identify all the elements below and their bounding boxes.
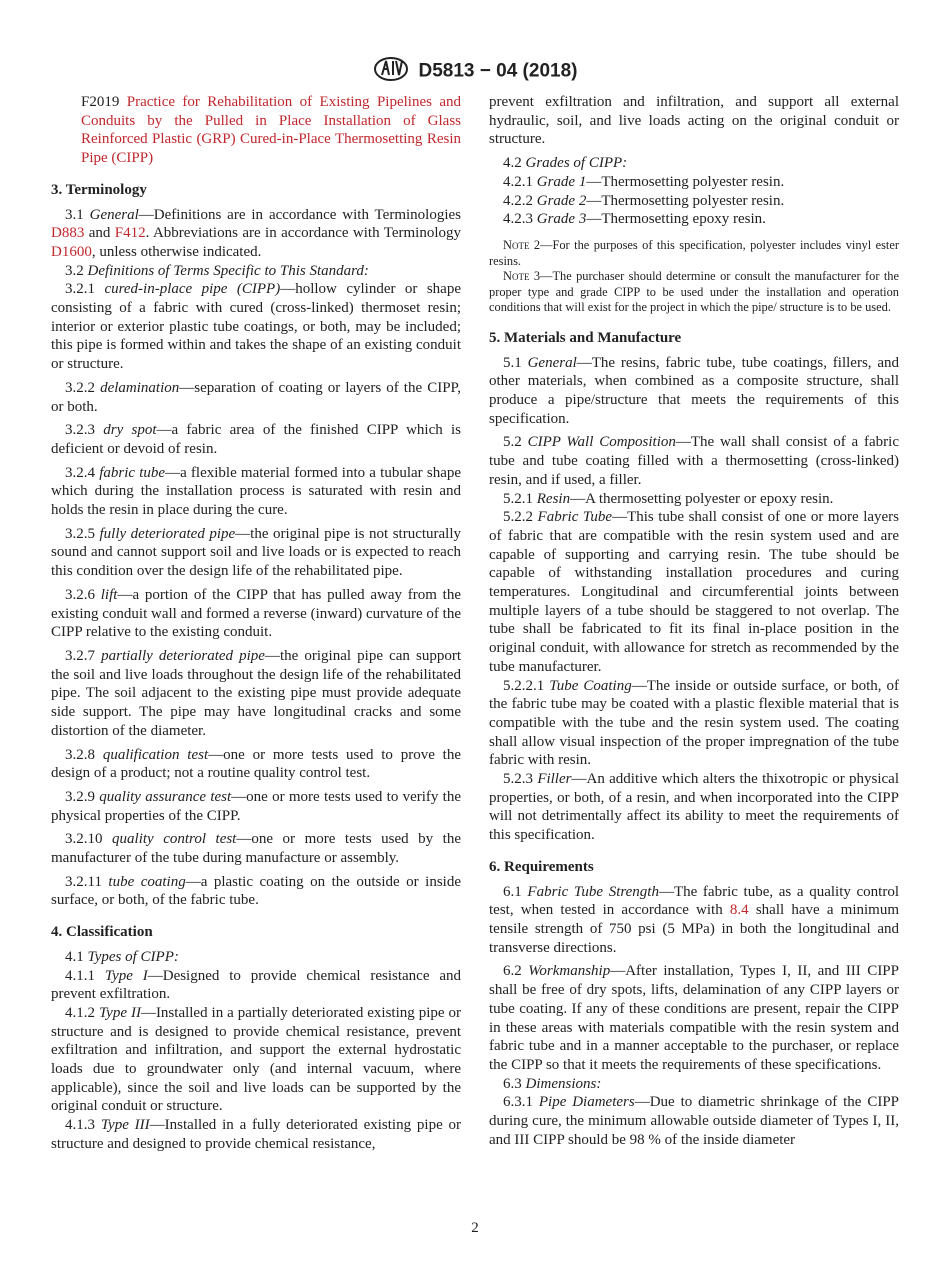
text-run: —Thermosetting polyester resin. xyxy=(586,173,785,190)
italic-term: cured-in-place pipe (CIPP) xyxy=(104,281,281,298)
text-run: —Thermosetting polyester resin. xyxy=(586,192,785,209)
text-run: —hollow cylinder or shape consisting of a fabric with cured (cross-linked) thermoset resin; interior or exterior plastic tube coatings, or both, may be included; this pipe is formed within and takes the shape of an existing conduit or structure. xyxy=(51,281,462,373)
paragraph xyxy=(489,883,899,958)
paragraph xyxy=(489,508,899,676)
paragraph xyxy=(51,421,461,458)
paragraph xyxy=(489,1075,899,1094)
paragraph xyxy=(489,173,899,192)
text-run: , unless otherwise indicated. xyxy=(91,243,262,260)
paragraph xyxy=(51,647,461,741)
italic-term: fully deteriorated pipe xyxy=(99,525,236,542)
astm-logo-icon xyxy=(373,55,409,88)
text-run: 3.2.4 xyxy=(65,464,100,481)
italic-term: tube coating xyxy=(108,873,186,890)
italic-term: Pipe Diameters xyxy=(538,1094,635,1111)
paragraph xyxy=(489,154,899,173)
text-run: —Thermosetting epoxy resin. xyxy=(586,211,766,228)
text-run: —a fabric area of the finished CIPP which is deficient or devoid of resin. xyxy=(51,422,461,457)
page-number: 2 xyxy=(471,1220,479,1236)
text-run: 3.2.9 xyxy=(65,788,100,805)
paragraph xyxy=(51,262,461,281)
text-run: —a flexible material formed into a tubular shape which during the installation process is saturated with resin and holds the resin in place during the cure. xyxy=(51,464,462,519)
text-run: 4.1.3 xyxy=(65,1117,101,1134)
italic-term: Type I xyxy=(104,967,148,984)
text-run: 6.1 xyxy=(503,883,528,900)
page-header xyxy=(0,55,950,88)
text-run: 3.1 xyxy=(65,206,90,223)
italic-term: Grade 1 xyxy=(536,173,587,190)
text-run: 3.2.1 xyxy=(65,281,105,298)
text-run: 3.2 xyxy=(65,262,88,279)
paragraph xyxy=(51,586,461,642)
paragraph xyxy=(51,1004,461,1116)
text-run: —An additive which alters the thixotropic or physical properties, or both, of a resin, and when incorporated into the CIPP will not detrimentally affect its ability to meet the requirements of this specification. xyxy=(489,771,900,844)
paragraph xyxy=(51,206,461,262)
text-run: . Abbreviations are in accordance with Terminology xyxy=(145,225,461,242)
text-run: —Designed to provide chemical resistance and prevent exfiltration. xyxy=(51,967,461,1003)
text-run: —The fabric tube, as a quality control test, when tested in accordance with xyxy=(489,883,900,919)
text-run: —one or more tests used by the manufacturer of the tube during manufacture or assembly. xyxy=(51,831,461,867)
text-run: —Definitions are in accordance with Terminologies xyxy=(138,206,461,223)
italic-term: CIPP Wall Composition xyxy=(527,434,676,451)
paragraph xyxy=(51,746,461,783)
text-run: prevent exfiltration and infiltration, and support all external hydraulic, soil, and live loads acting on the original conduit or structure. xyxy=(489,94,899,148)
text-run: 3.2.3 xyxy=(65,422,104,439)
text-run: 5.2.2 xyxy=(503,509,538,526)
section-heading: 6. Requirements xyxy=(489,858,594,875)
text-run: —a portion of the CIPP that has pulled away from the existing conduit wall and formed a reverse (inward) curvature of the CIPP relative to the existing conduit. xyxy=(51,586,461,641)
paragraph xyxy=(51,830,461,867)
italic-term: Resin xyxy=(536,490,571,507)
text-run: and xyxy=(84,225,115,242)
italic-term: Type II xyxy=(98,1004,141,1021)
paragraph xyxy=(51,967,461,1004)
text-run: 3.2.5 xyxy=(65,525,100,542)
paragraph xyxy=(489,1093,899,1149)
text-run: 3.2.6 xyxy=(65,586,101,603)
text-run: 4.2.2 xyxy=(503,192,537,209)
italic-term: Fabric Tube xyxy=(537,509,613,526)
text-run: 3.2.10 xyxy=(65,831,113,848)
paragraph xyxy=(51,280,461,374)
italic-term: Type III xyxy=(100,1117,150,1134)
text-run: F2019 xyxy=(81,94,127,110)
text-run: 4.1.1 xyxy=(65,967,105,984)
paragraph xyxy=(489,770,899,845)
paragraph xyxy=(51,873,461,910)
text-run: shall have a minimum tensile strength of 750 psi (5 MPa) in both the longitudinal and transverse directions. xyxy=(489,902,900,956)
left-column xyxy=(51,93,461,1154)
paragraph xyxy=(51,525,461,581)
text-run: 3.2.2 xyxy=(65,379,101,396)
text-run: —This tube shall consist of one or more layers of fabric that are compatible with the resin system used and are capable of supporting and carrying resin. The tube should be capable of withstanding installation procedures and curing temperatures. Longitudinal and circumferential joints between multiple layers of a tube should be staggered to not overlap. The tube shall be fabricated to fit its final in-place position in the original conduit, with allowance for stretch as recommended by the tube manufacturer. xyxy=(489,509,900,675)
text-run: 5.2.3 xyxy=(503,771,538,788)
note-label: Note xyxy=(503,237,530,252)
paragraph xyxy=(51,948,461,967)
text-run: 2—For the purposes of this specification, polyester includes vinyl ester resins. xyxy=(489,237,899,268)
italic-term: quality assurance test xyxy=(99,788,232,805)
reference-link[interactable]: D883 xyxy=(51,225,85,242)
text-run: 6.2 xyxy=(503,963,529,980)
reference-link[interactable]: Practice for Rehabilitation of Existing Pipelines and Conduits by the Pulled in Place Installation of Glass Reinforced Plastic (GRP) Cured-in-Place Thermosetting Resin Pipe (CIPP) xyxy=(81,94,461,167)
italic-term: General xyxy=(527,354,577,371)
text-run: 6.3.1 xyxy=(503,1094,539,1111)
italic-term: partially deteriorated pipe xyxy=(101,647,265,664)
paragraph xyxy=(51,379,461,416)
text-run: 3—The purchaser should determine or consult the manufacturer for the proper type and grade CIPP to be used under the installation and operation conditions that will exist for the project in which the pipe/ structure is to be used. xyxy=(489,269,899,315)
italic-term: quality control test xyxy=(112,831,237,848)
paragraph xyxy=(489,192,899,211)
text-run: 6.3 xyxy=(503,1075,526,1092)
text-run: —separation of coating or layers of the CIPP, or both. xyxy=(51,379,461,415)
paragraph xyxy=(489,210,899,229)
italic-term: dry spot xyxy=(103,422,157,439)
text-run: —one or more tests used to verify the physical properties of the CIPP. xyxy=(51,788,462,824)
text-run: —The resins, fabric tube, tube coatings, fillers, and other materials, when combined as a composite structure, shall produce a pipe/structure that meets the requirements of this specification. xyxy=(489,354,900,427)
paragraph xyxy=(489,490,899,509)
paragraph xyxy=(489,433,899,489)
text-run: —the original pipe is not structurally sound and cannot support soil and live loads or is expected to reach this condition over the design life of the rehabilitated pipe. xyxy=(51,525,462,580)
text-run: 5.2.1 xyxy=(503,490,537,507)
italic-term: Dimensions: xyxy=(525,1075,602,1092)
section-heading: 5. Materials and Manufacture xyxy=(489,329,682,346)
text-run: 5.1 xyxy=(503,354,528,371)
italic-term: fabric tube xyxy=(99,464,166,481)
italic-term: Grade 3 xyxy=(536,211,587,228)
text-run: 4.2.1 xyxy=(503,173,537,190)
text-run: —The inside or outside surface, or both, of the fabric tube may be coated with a plastic flexible material that is compatible with the tube and the resin system used. The coating shall allow visual inspection of the proper impregnation of the tube fabric with resin. xyxy=(489,677,900,769)
paragraph xyxy=(489,93,899,149)
reference-link[interactable]: F412 xyxy=(114,225,146,242)
paragraph xyxy=(51,464,461,520)
paragraph xyxy=(489,962,899,1074)
text-run: —A thermosetting polyester or epoxy resin. xyxy=(570,490,834,507)
italic-term: lift xyxy=(100,586,118,603)
text-run: 4.2.3 xyxy=(503,211,537,228)
note-paragraph xyxy=(489,269,899,316)
right-column xyxy=(489,93,899,1149)
reference-link[interactable]: 8.4 xyxy=(729,902,749,919)
text-run: 3.2.7 xyxy=(65,647,102,664)
italic-term: Grade 2 xyxy=(536,192,587,209)
paragraph xyxy=(51,93,461,168)
text-run: —After installation, Types I, II, and III CIPP shall be free of dry spots, lifts, delamination of any CIPP layers or tube coating. If any of these conditions are present, repair the CIPP in these areas with materials compatible with the resin system and fabric tube and in a manner acceptable to the purchaser, or replace the CIPP so that it meets the requirements of these specifications. xyxy=(489,963,899,1073)
note-paragraph xyxy=(489,238,899,269)
text-run: 5.2.2.1 xyxy=(503,677,550,694)
paragraph xyxy=(51,788,461,825)
text-run: —a plastic coating on the outside or inside surface, or both, of the fabric tube. xyxy=(51,873,461,909)
italic-term: Workmanship xyxy=(528,963,611,980)
text-run: —the original pipe can support the soil and live loads throughout the design life of the rehabilitated pipe. The soil adjacent to the existing pipe must provide adequate side support. The pipe may have longitudinal cracks and some distortion of the diameter. xyxy=(51,647,462,739)
text-run: —Installed in a partially deteriorated existing pipe or structure and is designed to provide chemical resistance, prevent exfiltration and infiltration, and support the external hydrostatic loads due to groundwater only (and internal vacuum, where applicable), since the soil and live loads can be supported by the original conduit or structure. xyxy=(51,1004,461,1115)
italic-term: General xyxy=(89,206,139,223)
paragraph xyxy=(489,354,899,429)
text-run: 5.2 xyxy=(503,434,528,451)
reference-link[interactable]: D1600 xyxy=(51,243,92,260)
paragraph xyxy=(489,677,899,771)
note-label: Note xyxy=(503,269,530,284)
section-heading: 3. Terminology xyxy=(51,181,147,198)
paragraph xyxy=(51,1116,461,1153)
text-run: —Due to diametric shrinkage of the CIPP during cure, the minimum allowable outside diameter of Types I, II, and III CIPP should be 98 % of the inside diameter xyxy=(489,1094,900,1148)
text-run: 4.1 xyxy=(65,948,88,965)
text-run: 3.2.8 xyxy=(65,746,103,763)
italic-term: Types of CIPP: xyxy=(87,948,179,965)
document-designation: D5813 − 04 (2018) xyxy=(418,60,578,82)
italic-term: Filler xyxy=(537,771,572,788)
text-run: —Installed in a fully deteriorated existing pipe or structure and designed to provide chemical resistance, xyxy=(51,1117,462,1152)
italic-term: Fabric Tube Strength xyxy=(527,883,659,900)
italic-term: qualification test xyxy=(102,746,209,763)
italic-term: Grades of CIPP: xyxy=(525,155,628,172)
text-run: —one or more tests used to prove the design of a product; not a routine quality control test. xyxy=(51,746,462,782)
text-run: —The wall shall consist of a fabric tube and tube coating filled with a thermosetting (cross-linked) resin, and if used, a filler. xyxy=(489,434,899,488)
section-heading: 4. Classification xyxy=(51,924,153,941)
italic-term: Tube Coating xyxy=(549,677,632,694)
text-run: 4.2 xyxy=(503,155,526,172)
italic-term: delamination xyxy=(100,379,180,396)
text-run: 3.2.11 xyxy=(65,873,109,890)
text-run: 4.1.2 xyxy=(65,1004,99,1021)
italic-term: Definitions of Terms Specific to This Standard: xyxy=(87,262,369,279)
